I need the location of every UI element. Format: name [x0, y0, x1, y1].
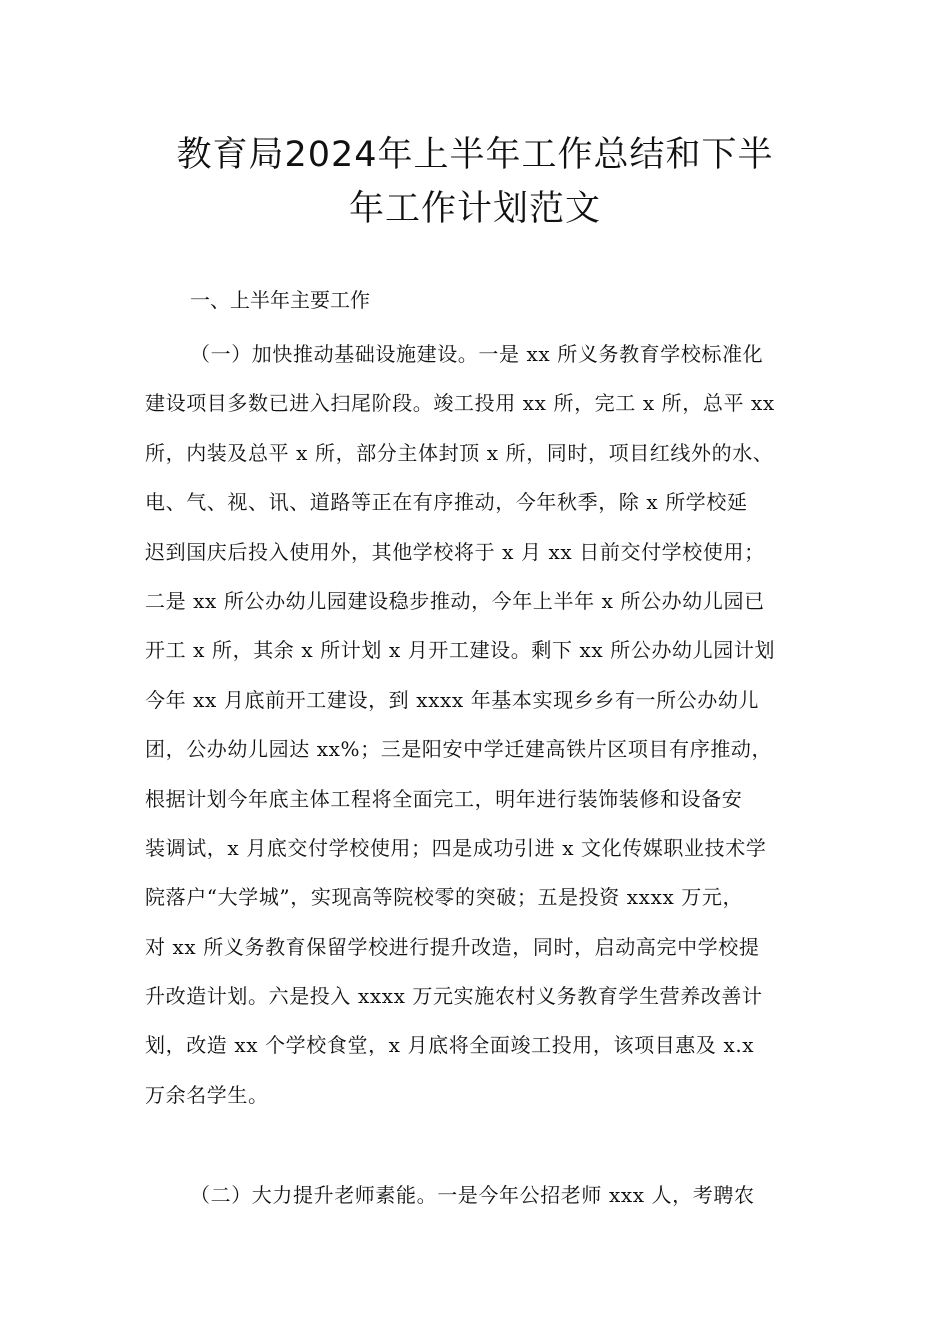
paragraph-line: 今年 xx 月底前开工建设，到 xxxx 年基本实现乡乡有一所公办幼儿: [145, 687, 760, 712]
paragraph-line: 所，内装及总平 x 所，部分主体封顶 x 所，同时，项目红线外的水、: [145, 440, 774, 465]
paragraph-line: 迟到国庆后投入使用外，其他学校将于 x 月 xx 日前交付学校使用；: [145, 539, 765, 564]
paragraph-line: 二是 xx 所公办幼儿园建设稳步推动，今年上半年 x 所公办幼儿园已: [145, 588, 765, 613]
paragraph-line: 万余名学生。: [145, 1082, 269, 1107]
paragraph-line: 升改造计划。六是投入 xxxx 万元实施农村义务教育学生营养改善计: [145, 984, 763, 1009]
document-title-line-1: 教育局2024年上半年工作总结和下半: [176, 135, 774, 175]
paragraph-line: （一）加快推动基础设施建设。一是 xx 所义务教育学校标准化: [190, 342, 764, 366]
paragraph-line: 团，公办幼儿园达 xx%；三是阳安中学迁建高铁片区项目有序推动，: [145, 737, 773, 762]
paragraph-line: 电、气、视、讯、道路等正在有序推动，今年秋季，除 x 所学校延: [145, 490, 748, 515]
paragraph-line: 开工 x 所，其余 x 所计划 x 月开工建设。剩下 xx 所公办幼儿园计划: [145, 638, 776, 663]
paragraph-infrastructure: [145, 340, 815, 1130]
paragraph-line: 划，改造 xx 个学校食堂，x 月底将全面竣工投用，该项目惠及 x.x: [145, 1033, 755, 1058]
paragraph-line: 对 xx 所义务教育保留学校进行提升改造，同时，启动高完中学校提: [145, 934, 760, 959]
paragraph-teacher-quality: [145, 1181, 815, 1230]
paragraph-line: 装调试，x 月底交付学校使用；四是成功引进 x 文化传媒职业技术学: [145, 835, 767, 860]
paragraph-line: 根据计划今年底主体工程将全面完工，明年进行装饰装修和设备安: [145, 786, 743, 811]
document-title-line-2: 年工作计划范文: [348, 189, 601, 229]
paragraph-line: （二）大力提升老师素能。一是今年公招老师 xxx 人，考聘农: [190, 1183, 755, 1207]
section-heading: 一、上半年主要工作: [190, 288, 370, 312]
paragraph-line: 建设项目多数已进入扫尾阶段。竣工投用 xx 所，完工 x 所，总平 xx: [145, 391, 775, 416]
paragraph-line: 院落户“大学城”，实现高等院校零的突破；五是投资 xxxx 万元，: [145, 885, 744, 910]
